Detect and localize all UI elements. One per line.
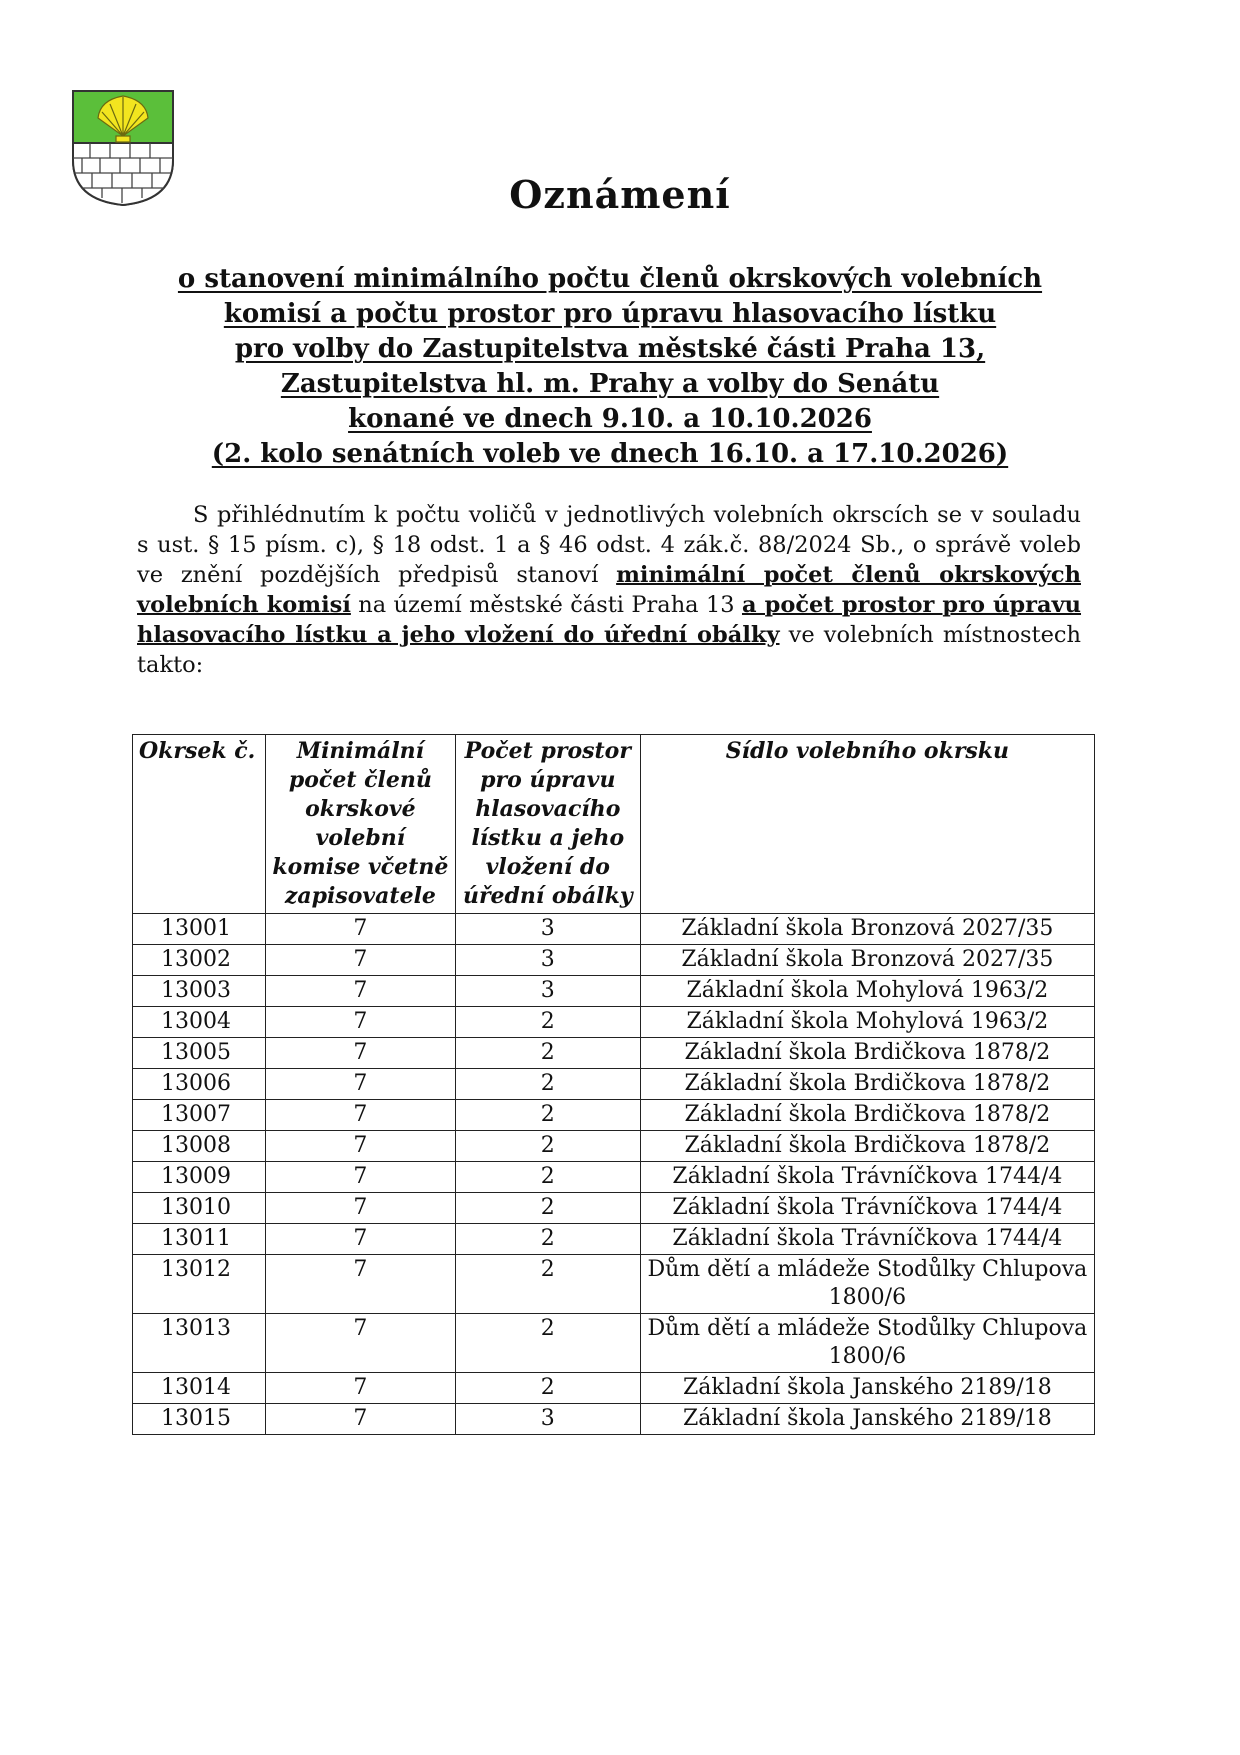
booth-count: 2 xyxy=(455,1162,640,1193)
table-row xyxy=(133,1193,1095,1224)
booth-count: 2 xyxy=(455,1193,640,1224)
subtitle-line: (2. kolo senátních voleb ve dnech 16.10. a 17.10.2026) xyxy=(211,439,1009,469)
precinct-location: Základní škola Trávníčkova 1744/4 xyxy=(640,1224,1094,1255)
precinct-number: 13008 xyxy=(133,1131,266,1162)
min-members: 7 xyxy=(265,1193,455,1224)
table-row xyxy=(133,1038,1095,1069)
column-header-precinct: Okrsek č. xyxy=(133,735,266,914)
table-row xyxy=(133,1131,1095,1162)
booth-count: 3 xyxy=(455,1404,640,1435)
precinct-location: Základní škola Trávníčkova 1744/4 xyxy=(640,1162,1094,1193)
min-members: 7 xyxy=(265,1224,455,1255)
booth-count: 2 xyxy=(455,1007,640,1038)
precinct-location: Základní škola Brdičkova 1878/2 xyxy=(640,1100,1094,1131)
precinct-number: 13009 xyxy=(133,1162,266,1193)
precinct-number: 13011 xyxy=(133,1224,266,1255)
table-row xyxy=(133,1100,1095,1131)
page-title: Oznámení xyxy=(509,172,731,217)
booth-count: 2 xyxy=(455,1373,640,1404)
booth-count: 2 xyxy=(455,1224,640,1255)
precinct-number: 13010 xyxy=(133,1193,266,1224)
min-members: 7 xyxy=(265,1100,455,1131)
precinct-location: Základní škola Janského 2189/18 xyxy=(640,1373,1094,1404)
subtitle-line: pro volby do Zastupitelstva městské části Praha 13, xyxy=(234,334,986,364)
precinct-number: 13015 xyxy=(133,1404,266,1435)
min-members: 7 xyxy=(265,1007,455,1038)
precinct-number: 13013 xyxy=(133,1314,266,1373)
table-row xyxy=(133,1162,1095,1193)
table-row xyxy=(133,914,1095,945)
intro-text: ve volebních místnostech takto: xyxy=(137,622,1081,678)
precinct-location: Základní škola Bronzová 2027/35 xyxy=(640,914,1094,945)
precinct-number: 13005 xyxy=(133,1038,266,1069)
min-members: 7 xyxy=(265,1069,455,1100)
intro-text: S přihlédnutím k počtu voličů v jednotlivých volebních okrscích se v souladu s ust. § 15 písm. c), § 18 odst. 1 a § 46 odst. 4 zák.č. 88/2024 Sb., o správě voleb ve znění pozdějších předpisů stanoví xyxy=(137,502,1081,588)
precinct-number: 13012 xyxy=(133,1255,266,1314)
precinct-number: 13004 xyxy=(133,1007,266,1038)
precinct-number: 13006 xyxy=(133,1069,266,1100)
booth-count: 2 xyxy=(455,1255,640,1314)
booth-count: 2 xyxy=(455,1100,640,1131)
table-row xyxy=(133,976,1095,1007)
precinct-location: Dům dětí a mládeže Stodůlky Chlupova 1800/6 xyxy=(640,1314,1094,1373)
precinct-number: 13007 xyxy=(133,1100,266,1131)
intro-text: na území městské části Praha 13 xyxy=(350,592,742,618)
precinct-number: 13001 xyxy=(133,914,266,945)
table-row xyxy=(133,1069,1095,1100)
table-row xyxy=(133,1404,1095,1435)
table-row xyxy=(133,945,1095,976)
min-members: 7 xyxy=(265,945,455,976)
precinct-location: Dům dětí a mládeže Stodůlky Chlupova 1800/6 xyxy=(640,1255,1094,1314)
precinct-number: 13003 xyxy=(133,976,266,1007)
table-header-row xyxy=(133,735,1095,914)
booth-count: 2 xyxy=(455,1038,640,1069)
column-header-members: Minimální počet členů okrskové volební komise včetně zapisovatele xyxy=(265,735,455,914)
column-header-booths: Počet prostor pro úpravu hlasovacího lístku a jeho vložení do úřední obálky xyxy=(455,735,640,914)
precinct-location: Základní škola Brdičkova 1878/2 xyxy=(640,1131,1094,1162)
booth-count: 2 xyxy=(455,1131,640,1162)
precinct-table xyxy=(132,734,1095,1435)
precinct-location: Základní škola Janského 2189/18 xyxy=(640,1404,1094,1435)
min-members: 7 xyxy=(265,1038,455,1069)
column-header-location: Sídlo volebního okrsku xyxy=(640,735,1094,914)
table-row xyxy=(133,1255,1095,1314)
subtitle-line: o stanovení minimálního počtu členů okrskových volebních xyxy=(177,264,1043,294)
precinct-location: Základní škola Brdičkova 1878/2 xyxy=(640,1069,1094,1100)
table-row xyxy=(133,1224,1095,1255)
min-members: 7 xyxy=(265,1162,455,1193)
precinct-location: Základní škola Mohylová 1963/2 xyxy=(640,976,1094,1007)
min-members: 7 xyxy=(265,1255,455,1314)
intro-emphasis: minimální počet členů okrskových volebních komisí xyxy=(137,562,1081,618)
booth-count: 2 xyxy=(455,1069,640,1100)
precinct-number: 13002 xyxy=(133,945,266,976)
min-members: 7 xyxy=(265,1314,455,1373)
document-subtitle xyxy=(130,262,1090,472)
booth-count: 3 xyxy=(455,976,640,1007)
min-members: 7 xyxy=(265,1131,455,1162)
precinct-number: 13014 xyxy=(133,1373,266,1404)
intro-emphasis: a počet prostor pro úpravu hlasovacího lístku a jeho vložení do úřední obálky xyxy=(137,592,1082,648)
table-row xyxy=(133,1314,1095,1373)
precinct-location: Základní škola Trávníčkova 1744/4 xyxy=(640,1193,1094,1224)
table-body xyxy=(133,914,1095,1435)
intro-paragraph xyxy=(137,500,1081,680)
min-members: 7 xyxy=(265,1373,455,1404)
subtitle-line: Zastupitelstva hl. m. Prahy a volby do Senátu xyxy=(280,369,940,399)
table-row xyxy=(133,1007,1095,1038)
min-members: 7 xyxy=(265,914,455,945)
min-members: 7 xyxy=(265,976,455,1007)
min-members: 7 xyxy=(265,1404,455,1435)
subtitle-line: komisí a počtu prostor pro úpravu hlasovacího lístku xyxy=(223,299,997,329)
booth-count: 3 xyxy=(455,945,640,976)
precinct-location: Základní škola Mohylová 1963/2 xyxy=(640,1007,1094,1038)
precinct-location: Základní škola Bronzová 2027/35 xyxy=(640,945,1094,976)
booth-count: 3 xyxy=(455,914,640,945)
booth-count: 2 xyxy=(455,1314,640,1373)
subtitle-line: konané ve dnech 9.10. a 10.10.2026 xyxy=(348,404,872,434)
precinct-location: Základní škola Brdičkova 1878/2 xyxy=(640,1038,1094,1069)
table-row xyxy=(133,1373,1095,1404)
